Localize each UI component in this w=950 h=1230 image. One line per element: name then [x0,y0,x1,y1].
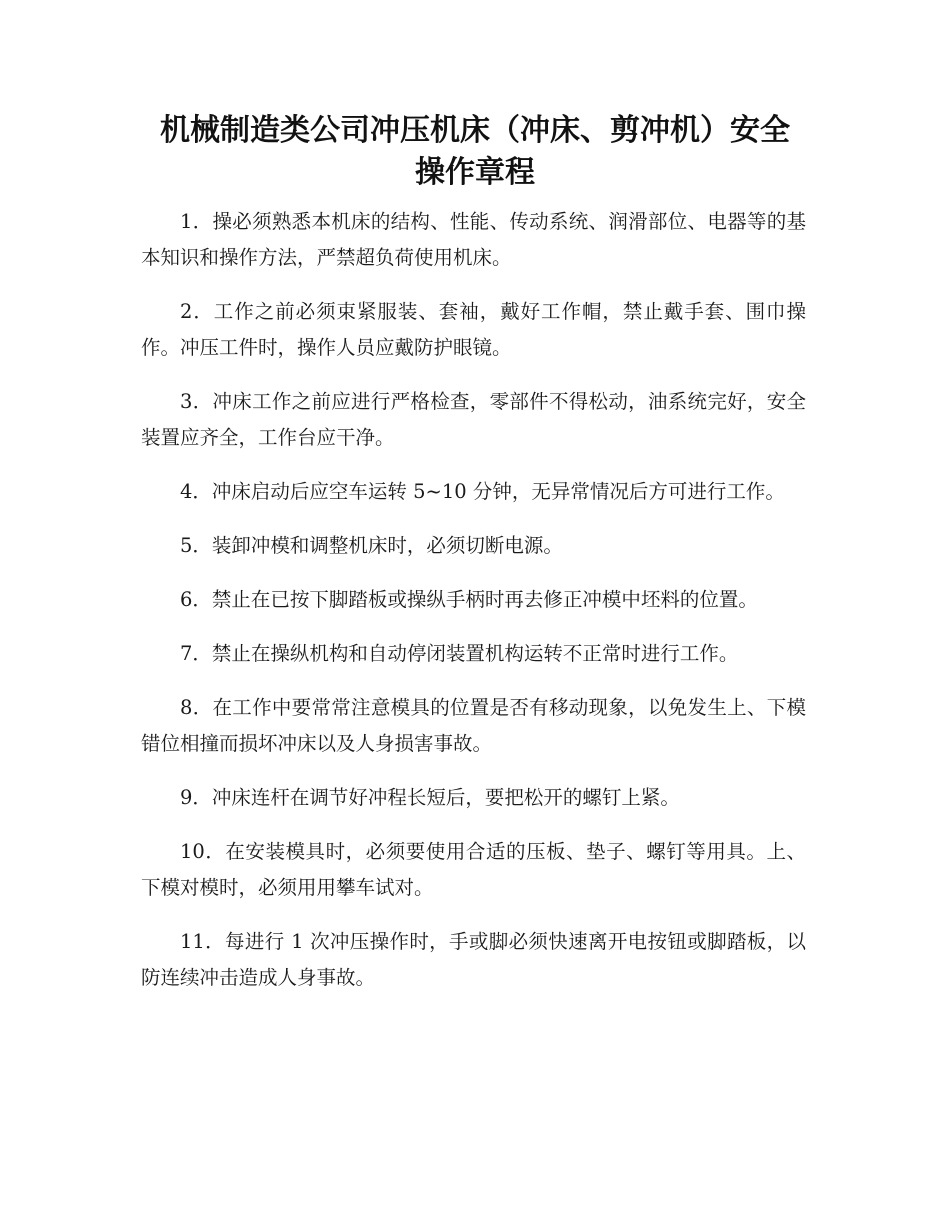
paragraph-1: 1．操必须熟悉本机床的结构、性能、传动系统、润滑部位、电器等的基本知识和操作方法，严禁超负荷使用机床。 [141,210,806,269]
paragraph-2: 2．工作之前必须束紧服装、套袖，戴好工作帽，禁止戴手套、围巾操作。冲压工件时，操作人员应戴防护眼镜。 [141,300,806,359]
paragraph-10: 10．在安装模具时，必须要使用合适的压板、垫子、螺钉等用具。上、下模对模时，必须用用攀车试对。 [141,840,806,899]
paragraph-6: 6．禁止在已按下脚踏板或操纵手柄时再去修正冲模中坯料的位置。 [180,588,758,611]
paragraph-7: 7．禁止在操纵机构和自动停闭装置机构运转不正常时进行工作。 [180,642,739,665]
title-line-1: 机械制造类公司冲压机床（冲床、剪冲机）安全 [160,113,790,148]
document-title [100,110,850,194]
paragraph-5: 5．装卸冲模和调整机床时，必须切断电源。 [180,534,563,557]
paragraph-3: 3．冲床工作之前应进行严格检查，零部件不得松动，油系统完好，安全装置应齐全，工作台应干净。 [141,390,806,449]
paragraph-9: 9．冲床连杆在调节好冲程长短后，要把松开的螺钉上紧。 [180,786,680,809]
paragraph-8: 8．在工作中要常常注意模具的位置是否有移动现象，以免发生上、下模错位相撞而损坏冲床以及人身损害事故。 [141,696,806,755]
title-line-2: 操作章程 [415,155,535,190]
paragraph-4: 4．冲床启动后应空车运转 5~10 分钟，无异常情况后方可进行工作。 [180,480,785,503]
document-body [141,204,806,1014]
paragraph-11: 11．每进行 1 次冲压操作时，手或脚必须快速离开电按钮或脚踏板，以防连续冲击造成人身事故。 [141,930,806,989]
